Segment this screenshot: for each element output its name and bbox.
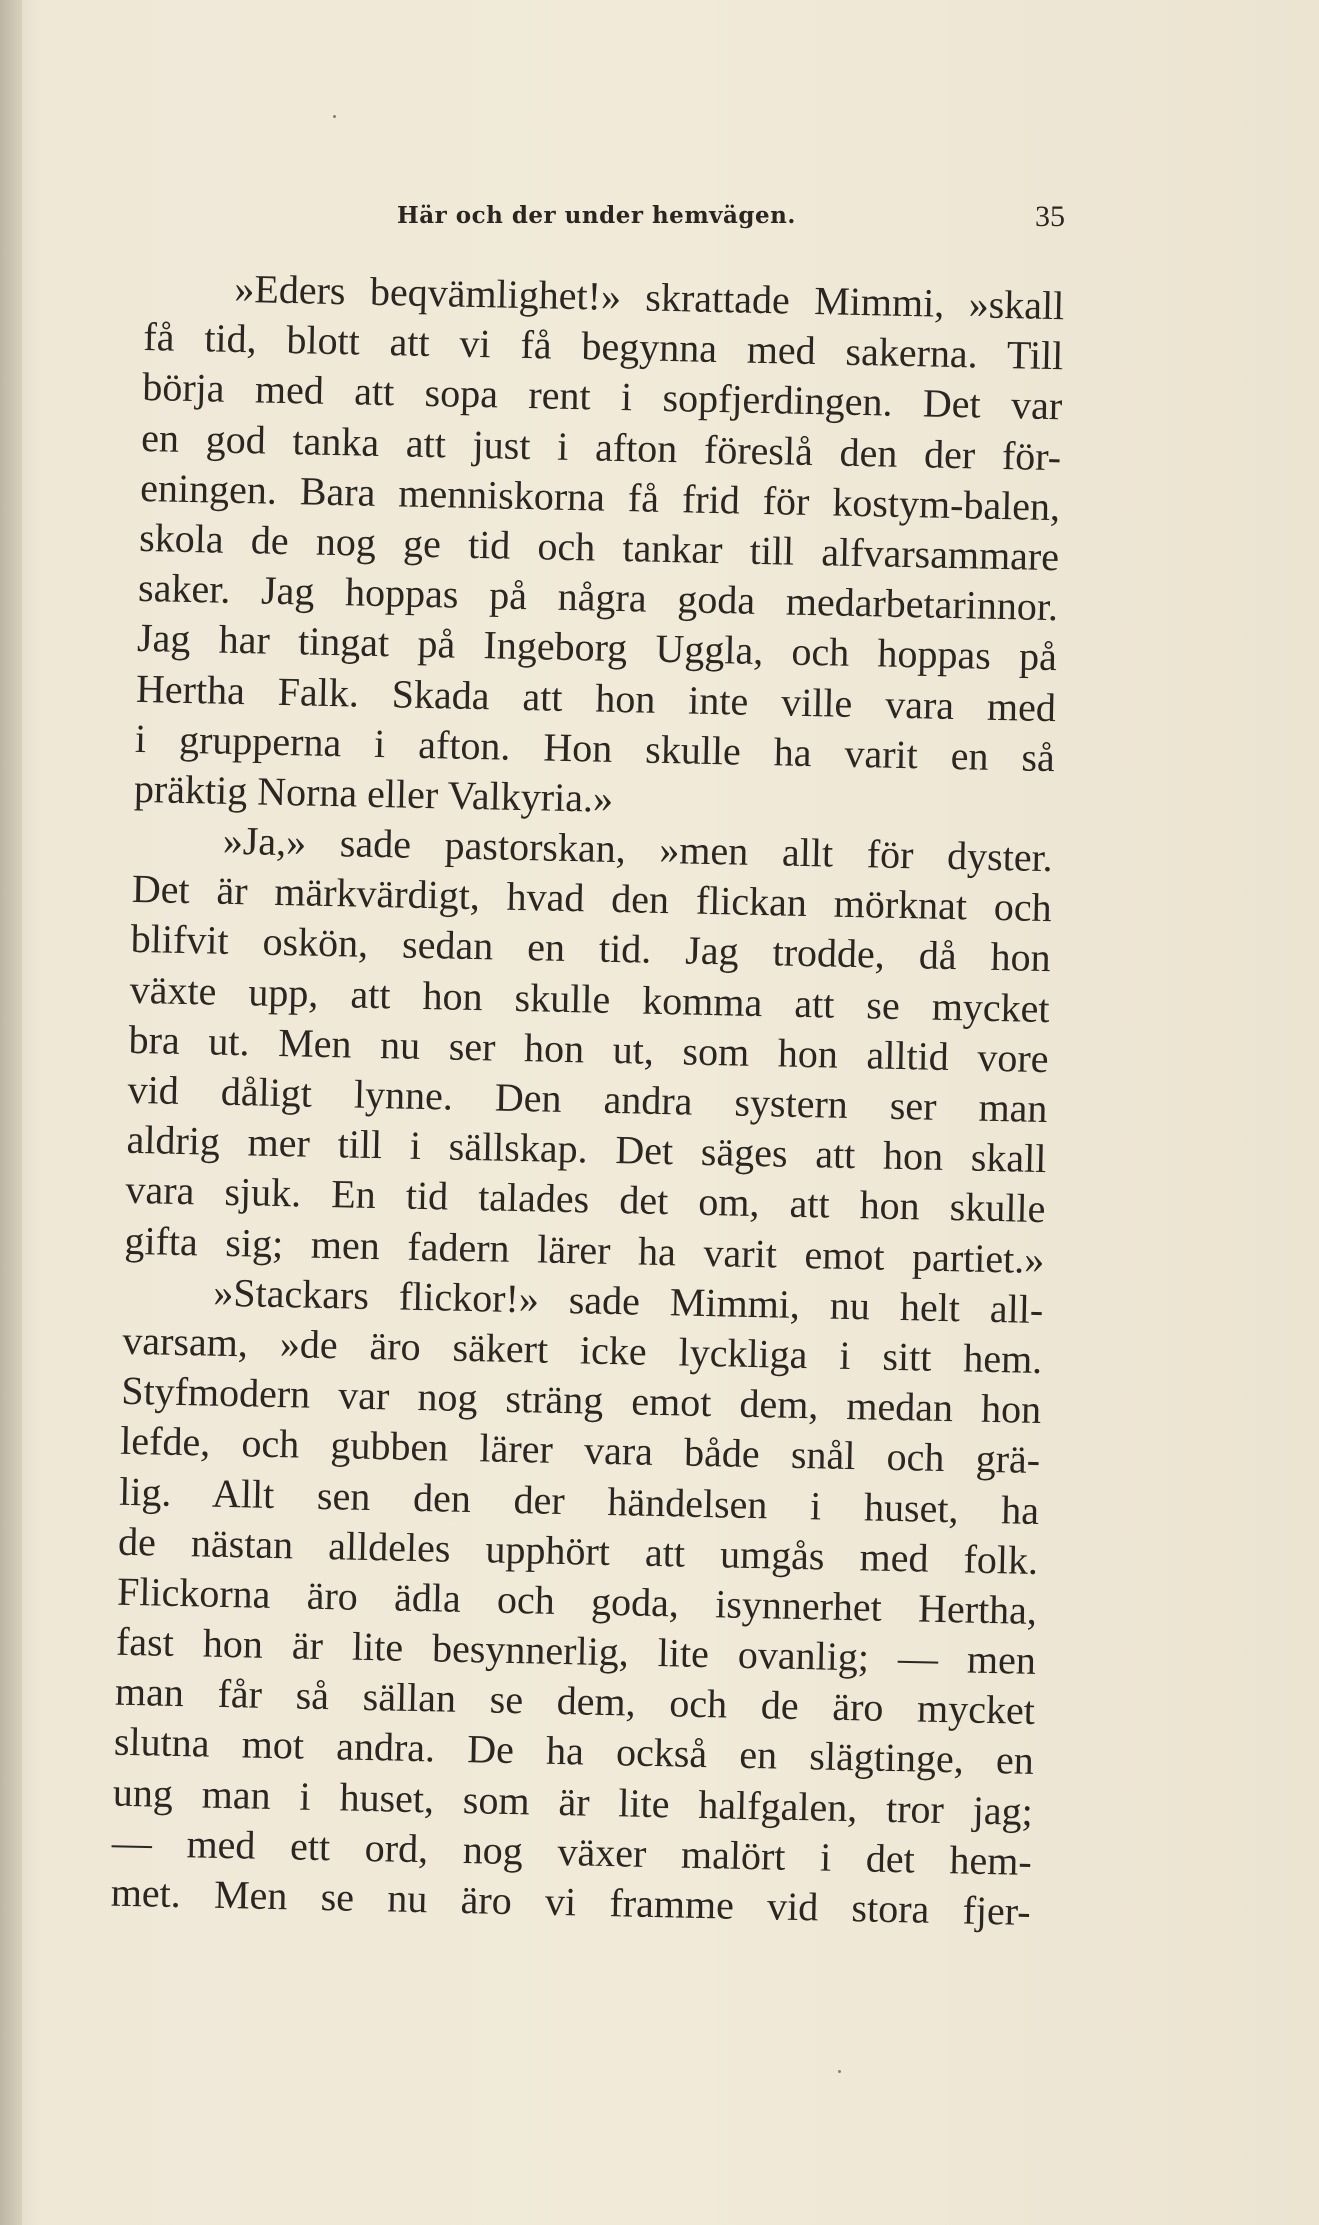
text-line: lig. Allt sen den der händelsen i huset, ha bbox=[118, 1468, 1040, 1533]
text-line: börja med att sopa rent i sopfjerdingen. Det var bbox=[141, 364, 1063, 429]
text-line: slutna mot andra. De ha också en slägtinge, en bbox=[113, 1719, 1035, 1784]
text-line: Flickorna äro ädla och goda, isynnerhet Hertha, bbox=[116, 1568, 1038, 1633]
text-line: vid dåligt lynne. Den andra systern ser man bbox=[127, 1066, 1048, 1132]
text-line: i grupperna i afton. Hon skulle ha varit en så bbox=[134, 715, 1056, 780]
text-line: »Eders beqvämlighet!» skrattade Mimmi, »skall bbox=[233, 265, 1065, 329]
text-line: bra ut. Men nu ser hon ut, som hon alltid vore bbox=[128, 1016, 1049, 1081]
running-title: Här och der under hemvägen. bbox=[397, 202, 796, 229]
text-line: ung man i huset, som är lite halfgalen, tror jag; bbox=[112, 1769, 1034, 1834]
text-line: met. Men se nu äro vi framme vid stora fjer- bbox=[110, 1869, 1032, 1934]
text-line: fast hon är lite besynnerlig, lite ovanlig; — men bbox=[115, 1618, 1037, 1684]
text-line: skola de nog ge tid och tankar till alfvarsammare bbox=[138, 514, 1060, 580]
text-line: man får så sällan se dem, och de äro mycket bbox=[114, 1668, 1036, 1734]
text-line: »Ja,» sade pastorskan, »men allt för dyster. bbox=[222, 817, 1054, 881]
text-line: eningen. Bara menniskorna få frid för kostym-balen, bbox=[139, 464, 1061, 529]
paper-speck bbox=[838, 2070, 841, 2073]
text-line: präktig Norna eller Valkyria.» bbox=[133, 765, 614, 821]
text-line: de nästan alldeles upphört att umgås med folk. bbox=[117, 1518, 1039, 1583]
body-text bbox=[110, 262, 1064, 1937]
page-gutter bbox=[0, 0, 22, 2225]
text-line: Jag har tingat på Ingeborg Uggla, och hoppas på bbox=[136, 615, 1058, 680]
text-line: varsam, »de äro säkert icke lyckliga i sitt hem. bbox=[121, 1317, 1043, 1382]
text-line: en god tanka att just i afton föreslå den der för- bbox=[140, 414, 1062, 479]
text-line: gifta sig; men fadern lärer ha varit emot partiet.» bbox=[124, 1217, 1045, 1282]
text-line: få tid, blott att vi få begynna med sakerna. Till bbox=[142, 314, 1064, 379]
text-line: — med ett ord, nog växer malört i det hem- bbox=[111, 1819, 1033, 1884]
text-line: Hertha Falk. Skada att hon inte ville vara med bbox=[135, 665, 1057, 730]
text-line: lefde, och gubben lärer vara både snål och grä- bbox=[119, 1418, 1041, 1483]
page-number: 35 bbox=[1035, 200, 1065, 233]
text-line: Styfmodern var nog sträng emot dem, medan hon bbox=[120, 1367, 1042, 1433]
text-line: »Stackars flickor!» sade Mimmi, nu helt all- bbox=[212, 1269, 1044, 1332]
text-line: blifvit oskön, sedan en tid. Jag trodde, då hon bbox=[130, 916, 1052, 981]
paper-speck bbox=[333, 115, 336, 118]
text-line: växte upp, att hon skulle komma att se mycket bbox=[129, 966, 1051, 1031]
text-line: aldrig mer till i sällskap. Det säges att hon skall bbox=[126, 1117, 1047, 1182]
text-line: Det är märkvärdigt, hvad den flickan mörknat och bbox=[131, 866, 1053, 931]
text-line: saker. Jag hoppas på några goda medarbetarinnor. bbox=[137, 565, 1059, 630]
page-header bbox=[145, 202, 1065, 242]
text-line: vara sjuk. En tid talades det om, att hon skulle bbox=[125, 1167, 1046, 1232]
